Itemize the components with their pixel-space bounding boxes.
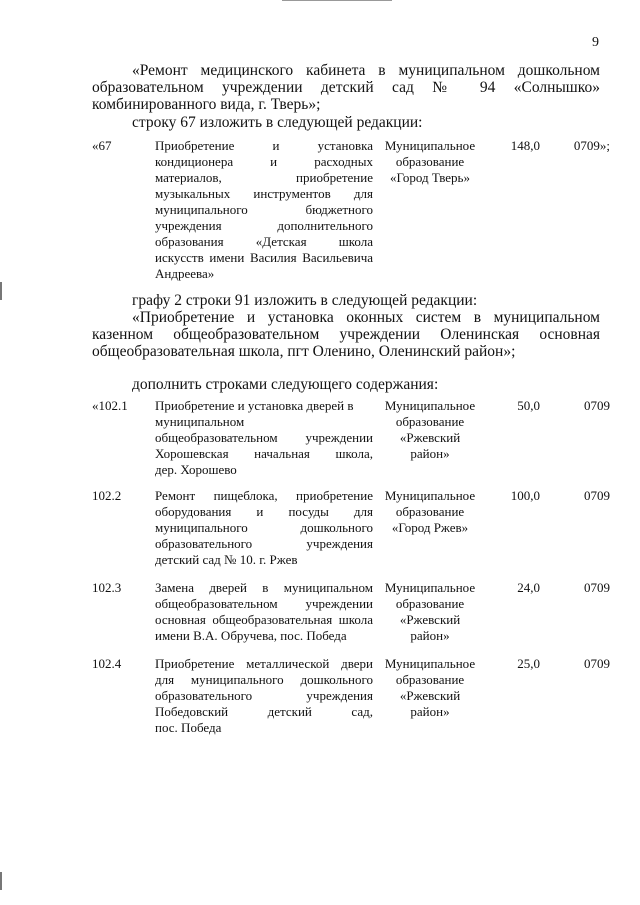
text-line: общеобразовательном учреждении [155, 430, 373, 445]
text-line: район» [410, 704, 450, 719]
row-description [155, 138, 373, 282]
text-line: муниципального дошкольного [155, 520, 373, 535]
text-line: образование [395, 672, 465, 687]
row-owner [380, 138, 480, 186]
row-code: 0709 [584, 580, 610, 595]
text-line: Муниципальное [384, 656, 476, 671]
instruction-add-rows: дополнить строками следующего содержания: [132, 376, 439, 393]
text-line: комбинированного вида, г. Тверь»; [92, 96, 321, 113]
text-line: детский сад № 10. г. Ржев [155, 552, 298, 567]
row-code: 0709 [584, 488, 610, 503]
text-line: Муниципальное [384, 488, 476, 503]
text-line: общеобразовательном учреждении [155, 596, 373, 611]
row-code: 0709 [584, 656, 610, 671]
text-line: Приобретение и установка дверей в [155, 398, 354, 413]
text-line: «Ремонт медицинского кабинета в муниципальном дошкольном [132, 62, 600, 79]
text-line: образовательном учреждении детский сад № 94 «Солнышко» [92, 79, 600, 96]
text-line: для муниципального дошкольного [155, 672, 373, 687]
text-line: район» [410, 628, 450, 643]
row-sum: 50,0 [517, 398, 540, 413]
text-line: «Город Ржев» [391, 520, 469, 535]
row-owner [380, 488, 480, 536]
text-line: «Ржевский [399, 612, 461, 627]
scan-top-edge [282, 0, 392, 1]
row-owner [380, 580, 480, 644]
text-line: оборудования и посуды для [155, 504, 373, 519]
row-sum: 100,0 [510, 488, 540, 503]
row-code: 0709 [584, 398, 610, 413]
text-line: Муниципальное [384, 580, 476, 595]
text-line: район» [410, 446, 450, 461]
text-line: Замена дверей в муниципальном [155, 580, 373, 595]
text-line: учреждения дополнительного [155, 218, 373, 233]
intro-paragraph [92, 62, 600, 113]
text-line: дер. Хорошево [155, 462, 237, 477]
text-line: образования «Детская школа [155, 234, 373, 249]
row-description [155, 580, 373, 644]
text-line: образование [395, 154, 465, 169]
row-code: 0709»; [573, 138, 610, 153]
row-sum: 25,0 [517, 656, 540, 671]
text-line: «Ржевский [399, 688, 461, 703]
row-number: «67 [92, 138, 112, 153]
text-line: музыкальных инструментов для [155, 186, 373, 201]
text-line: искусств имени Василия Васильевича [155, 250, 373, 265]
row-description [155, 656, 373, 736]
text-line: казенном общеобразовательном учреждении Оленинская основная [92, 326, 600, 343]
text-line: «Приобретение и установка оконных систем в муниципальном [132, 309, 600, 326]
text-line: Муниципальное [384, 398, 476, 413]
text-line: образование [395, 596, 465, 611]
row-number: «102.1 [92, 398, 128, 413]
row-number: 102.4 [92, 656, 122, 671]
text-line: имени В.А. Обручева, пос. Победа [155, 628, 347, 643]
row-owner [380, 656, 480, 720]
text-line: основная общеобразовательная школа [155, 612, 373, 627]
row-description [155, 488, 373, 568]
instruction-row-91: графу 2 строки 91 изложить в следующей редакции: [132, 292, 478, 309]
row-number: 102.3 [92, 580, 122, 595]
text-line: образовательного учреждения [155, 536, 373, 551]
row-sum: 148,0 [510, 138, 540, 153]
row-owner [380, 398, 480, 462]
row-91-paragraph [92, 309, 600, 360]
text-line: кондиционера и расходных [155, 154, 373, 169]
row-sum: 24,0 [517, 580, 540, 595]
scan-margin-mark [0, 282, 2, 300]
text-line: пос. Победа [155, 720, 222, 735]
text-line: Андреева» [155, 266, 215, 281]
text-line: образовательного учреждения [155, 688, 373, 703]
text-line: Муниципальное [384, 138, 476, 153]
scan-margin-mark [0, 872, 2, 890]
row-description [155, 398, 373, 478]
text-line: «Город Тверь» [390, 170, 470, 185]
text-line: материалов, приобретение [155, 170, 373, 185]
text-line: образование [395, 504, 465, 519]
text-line: «Ржевский [399, 430, 461, 445]
text-line: Приобретение металлической двери [155, 656, 373, 671]
text-line: Победовский детский сад, [155, 704, 373, 719]
text-line: Ремонт пищеблока, приобретение [155, 488, 373, 503]
text-line: общеобразовательная школа, пгт Оленино, Оленинский район»; [92, 343, 516, 360]
text-line: Приобретение и установка [155, 138, 373, 153]
text-line: муниципального бюджетного [155, 202, 373, 217]
text-line: муниципальном [155, 414, 245, 429]
text-line: образование [395, 414, 465, 429]
instruction-row-67: строку 67 изложить в следующей редакции: [132, 114, 423, 131]
row-number: 102.2 [92, 488, 122, 503]
text-line: Хорошевская начальная школа, [155, 446, 373, 461]
page-number: 9 [592, 35, 599, 50]
